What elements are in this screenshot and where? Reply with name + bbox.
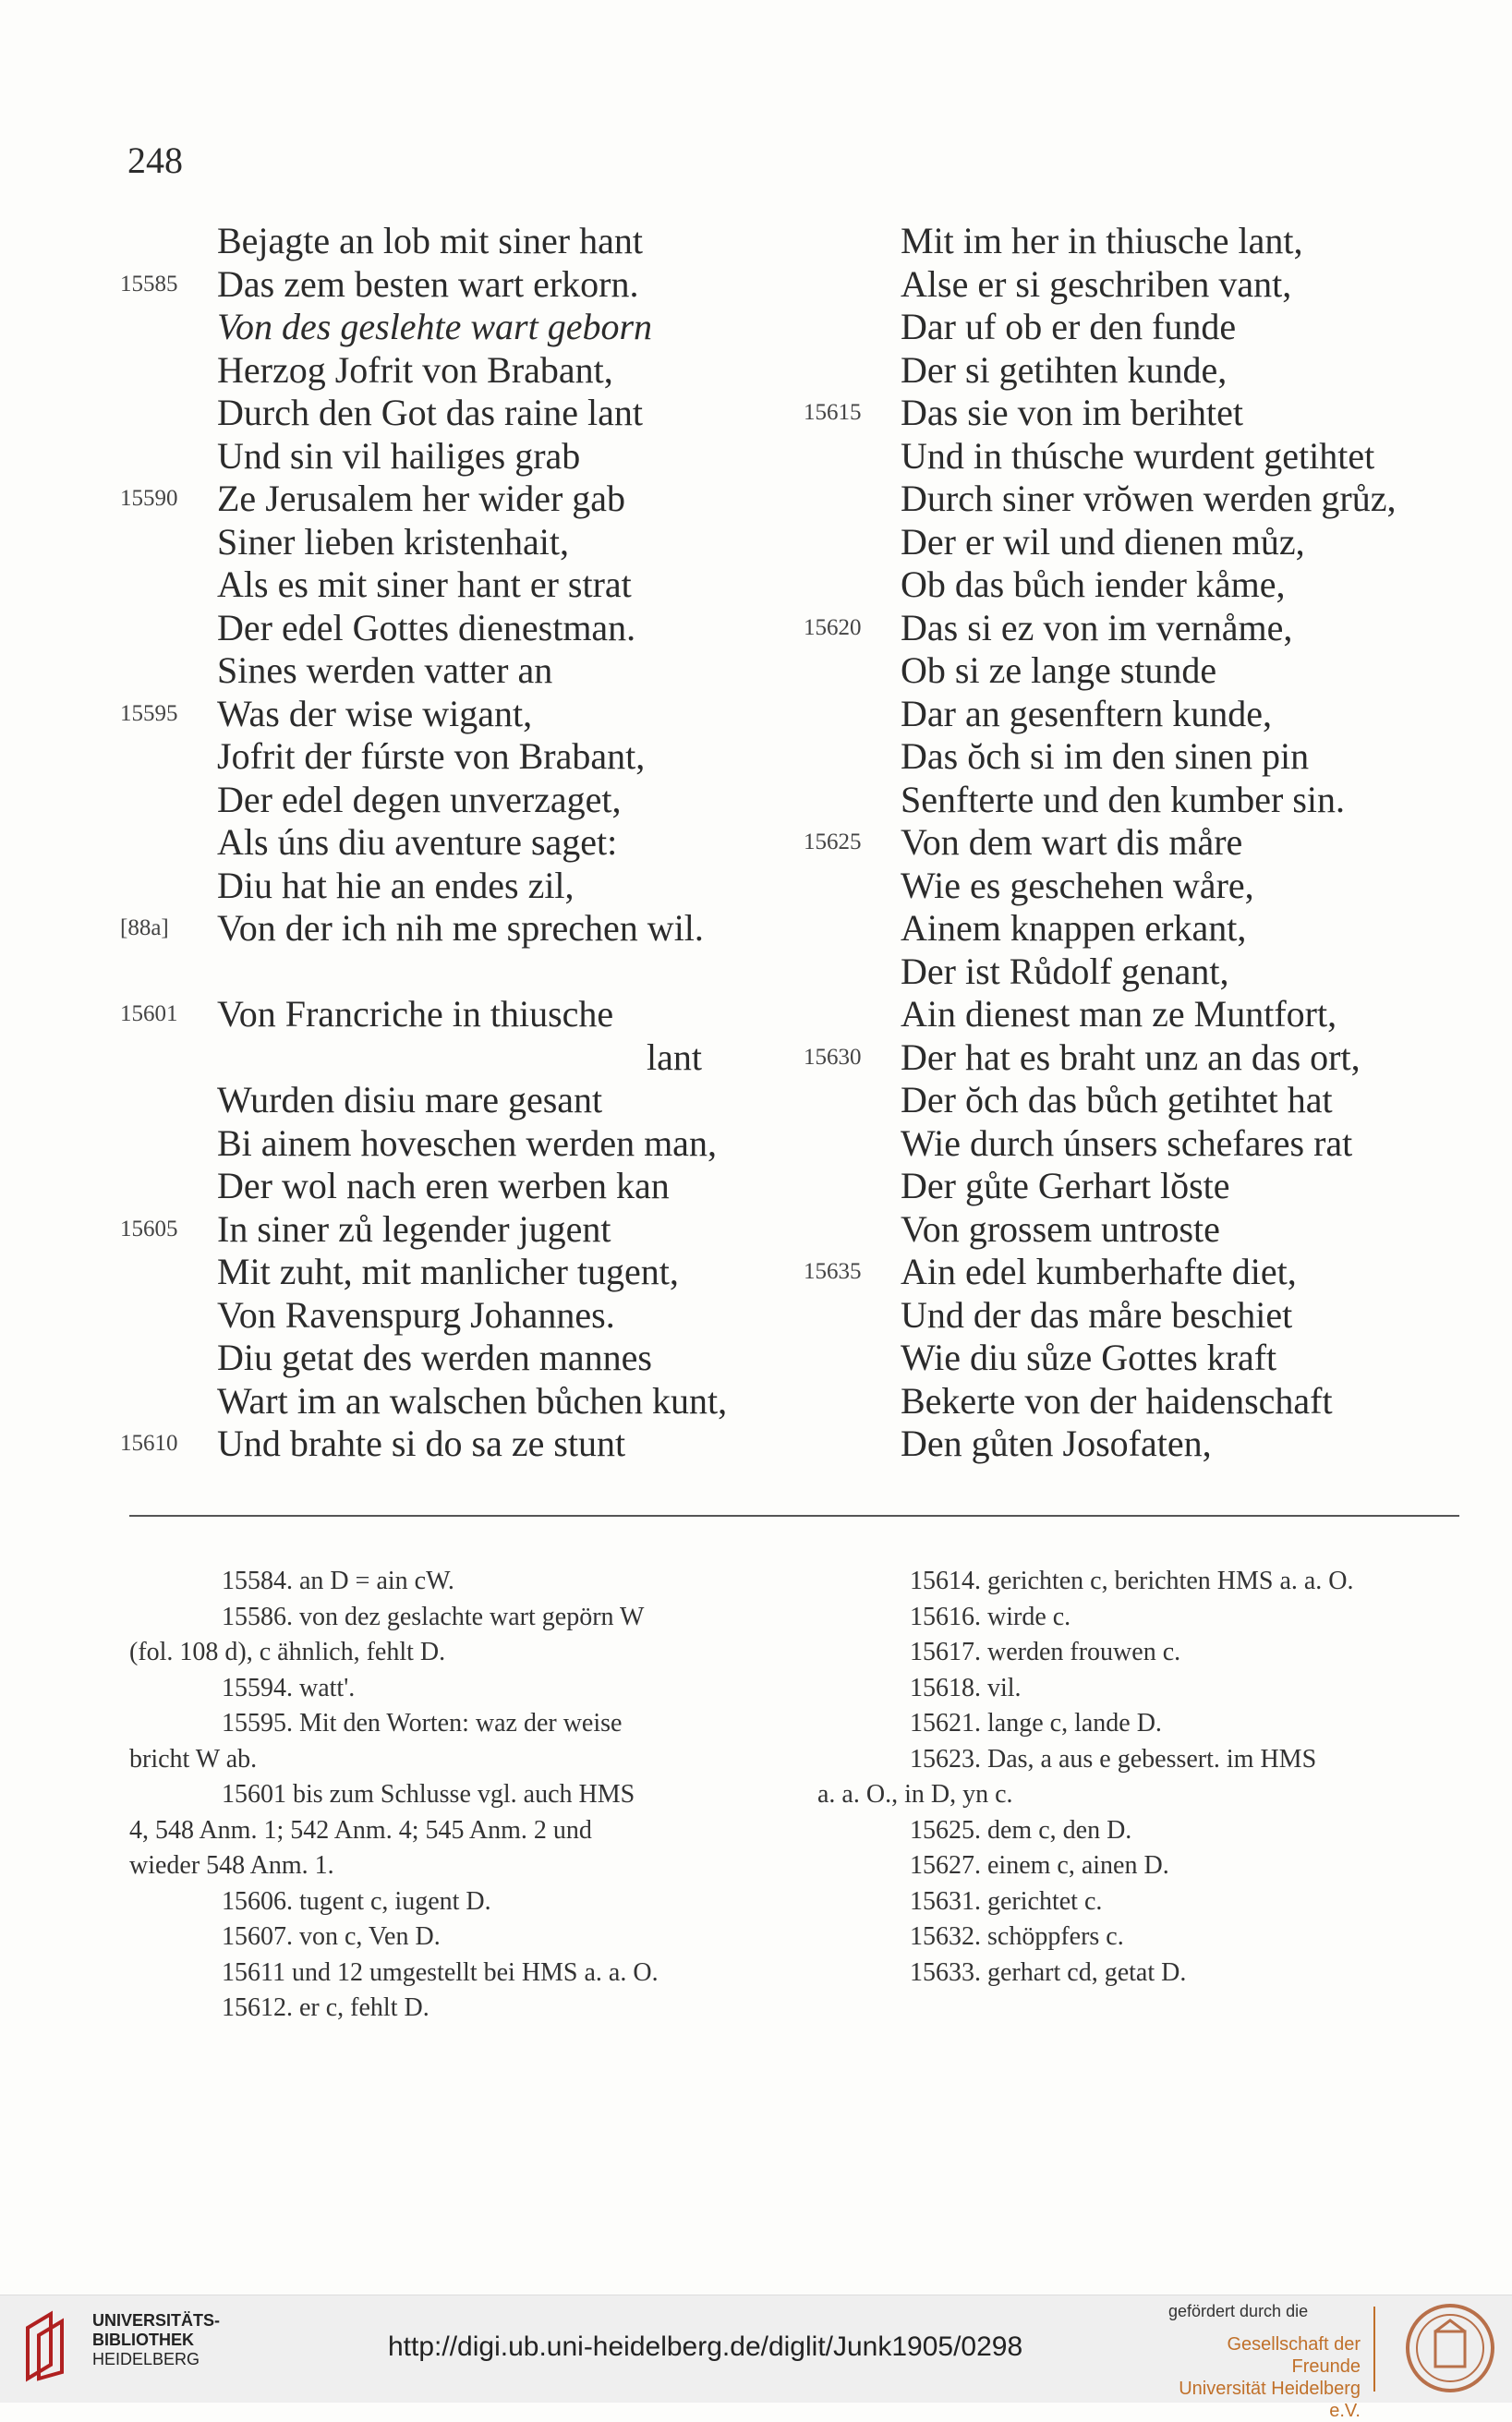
verse-text: Und brahte si do sa ze stunt bbox=[217, 1423, 626, 1464]
verse-line bbox=[804, 865, 1469, 908]
verse-text: Durch den Got das raine lant bbox=[217, 392, 643, 433]
verse-line bbox=[120, 735, 785, 779]
verse-text: Diu getat des werden mannes bbox=[217, 1337, 652, 1378]
line-number: 15630 bbox=[804, 1044, 862, 1070]
verse-text: Wie durch únsers schefares rat bbox=[901, 1121, 1353, 1164]
verse-line bbox=[120, 907, 785, 951]
line-number: 15625 bbox=[804, 830, 862, 854]
line-number: 15590 bbox=[120, 486, 178, 511]
verse-line bbox=[120, 1294, 785, 1338]
verse-line bbox=[804, 951, 1469, 994]
verse-text: Bekerte von der haidenschaft bbox=[901, 1379, 1333, 1422]
apparatus-note: 15627. einem c, ainen D. bbox=[910, 1851, 1169, 1880]
verse-text: Der hat es braht unz an das ort, bbox=[901, 1035, 1361, 1078]
apparatus-note: 15625. dem c, den D. bbox=[910, 1815, 1132, 1845]
page-number: 248 bbox=[127, 139, 183, 181]
verse-line bbox=[120, 1251, 785, 1294]
verse-line bbox=[804, 1380, 1469, 1423]
verse-line bbox=[804, 907, 1469, 951]
verse-line bbox=[120, 1079, 785, 1122]
verse-line bbox=[804, 821, 1469, 865]
verse-text: Und sin vil hailiges grab bbox=[217, 434, 581, 477]
verse-text: Als úns diu aventure saget: bbox=[217, 821, 618, 863]
verse-text: Der edel degen unverzaget, bbox=[217, 778, 622, 820]
verse-text: Von Ravenspurg Johannes. bbox=[217, 1293, 615, 1336]
verse-text: Wurden disiu mare gesant bbox=[217, 1079, 603, 1120]
verse-text: Den gůten Josofaten, bbox=[901, 1423, 1212, 1464]
verse-line bbox=[804, 563, 1469, 607]
apparatus-note: 15621. lange c, lande D. bbox=[910, 1709, 1162, 1738]
verse-text: Herzog Jofrit von Brabant, bbox=[217, 348, 613, 391]
line-number: 15615 bbox=[804, 400, 862, 425]
verse-text: Das sie von im berihtet bbox=[901, 392, 1244, 433]
verse-line bbox=[804, 779, 1469, 822]
verse-line bbox=[120, 563, 785, 607]
verse-text: Dar an gesenftern kunde, bbox=[901, 692, 1273, 734]
line-number: 15610 bbox=[120, 1431, 178, 1456]
verse-text: Der edel Gottes dienestman. bbox=[217, 606, 636, 648]
verse-column-right bbox=[804, 220, 1469, 1466]
verse-line bbox=[120, 349, 785, 393]
apparatus-note: a. a. O., in D, yn c. bbox=[817, 1780, 1013, 1809]
verse-text: lant bbox=[647, 1035, 702, 1078]
verse-line bbox=[804, 1251, 1469, 1294]
apparatus-right bbox=[817, 1564, 1473, 1991]
verse-text: Diu hat hie an endes zil, bbox=[217, 864, 575, 906]
verse-line bbox=[804, 435, 1469, 478]
verse-text: Jofrit der fúrste von Brabant, bbox=[217, 735, 646, 777]
verse-line bbox=[804, 306, 1469, 349]
verse-text: Von grossem untroste bbox=[901, 1207, 1220, 1250]
library-name bbox=[92, 2311, 220, 2369]
apparatus-note: 15594. watt'. bbox=[222, 1673, 356, 1702]
verse-text: Senfterte und den kumber sin. bbox=[901, 778, 1345, 820]
verse-text: Der ŏch das bůch getihtet hat bbox=[901, 1079, 1333, 1120]
verse-text: Wart im an walschen bůchen kunt, bbox=[217, 1379, 728, 1422]
apparatus-note: (fol. 108 d), c ähnlich, fehlt D. bbox=[129, 1638, 446, 1666]
verse-text: Das si ez von im vernåme, bbox=[901, 606, 1293, 648]
verse-line bbox=[804, 521, 1469, 564]
verse-line bbox=[120, 1122, 785, 1166]
verse-line bbox=[120, 1165, 785, 1208]
apparatus-note: 15601 bis zum Schlusse vgl. auch HMS bbox=[222, 1780, 635, 1809]
verse-text: Alse er si geschriben vant, bbox=[901, 262, 1292, 305]
verse-text: Der ist Růdolf genant, bbox=[901, 950, 1229, 992]
verse-text: Mit zuht, mit manlicher tugent, bbox=[217, 1251, 679, 1292]
library-name-line1: UNIVERSITÄTS- bbox=[92, 2311, 221, 2330]
verse-line bbox=[804, 693, 1469, 736]
apparatus-note: 15606. tugent c, iugent D. bbox=[222, 1886, 491, 1916]
line-number: 15635 bbox=[804, 1259, 862, 1284]
verse-text: Ain edel kumberhafte diet, bbox=[901, 1251, 1297, 1292]
verse-column-left bbox=[120, 220, 785, 1466]
verse-text: Ob si ze lange stunde bbox=[901, 649, 1217, 691]
library-name-line3: HEIDELBERG bbox=[92, 2350, 200, 2368]
verse-line bbox=[120, 1423, 785, 1466]
verse-line bbox=[804, 1208, 1469, 1252]
verse-text: Das ŏch si im den sinen pin bbox=[901, 735, 1310, 777]
verse-line bbox=[120, 607, 785, 650]
verse-text: Als es mit siner hant er strat bbox=[217, 563, 632, 605]
verse-text: Wie diu sůze Gottes kraft bbox=[901, 1337, 1277, 1378]
apparatus-note: 15607. von c, Ven D. bbox=[222, 1922, 441, 1951]
apparatus-note: 15633. gerhart cd, getat D. bbox=[910, 1957, 1187, 1987]
verse-text: Siner lieben kristenhait, bbox=[217, 520, 570, 563]
apparatus-note: 15617. werden frouwen c. bbox=[910, 1638, 1181, 1666]
apparatus-note: 15631. gerichtet c. bbox=[910, 1886, 1103, 1916]
verse-text: Von der ich nih me sprechen wil. bbox=[217, 907, 704, 949]
verse-text: Der wol nach eren werben kan bbox=[217, 1165, 670, 1206]
verse-line bbox=[120, 1036, 785, 1080]
verse-text: Dar uf ob er den funde bbox=[901, 306, 1237, 347]
verse-line bbox=[804, 220, 1469, 263]
verse-text: Ain dienest man ze Muntfort, bbox=[901, 993, 1337, 1035]
permalink-url[interactable]: http://digi.ub.uni-heidelberg.de/diglit/Junk1905/0298 bbox=[388, 2331, 1023, 2362]
verse-text: Von Francriche in thiusche bbox=[217, 993, 614, 1035]
verse-text: In siner zů legender jugent bbox=[217, 1207, 611, 1250]
apparatus-note: 15616. wirde c. bbox=[910, 1602, 1071, 1631]
verse-line bbox=[804, 349, 1469, 393]
footer-divider bbox=[1373, 2307, 1375, 2392]
footnote-separator bbox=[129, 1515, 1459, 1517]
verse-line bbox=[804, 1079, 1469, 1122]
verse-line bbox=[804, 1294, 1469, 1338]
verse-line bbox=[120, 951, 785, 994]
apparatus-note: 15584. an D = ain cW. bbox=[222, 1567, 454, 1595]
line-number: 15620 bbox=[804, 614, 862, 640]
verse-text: Der er wil und dienen můz, bbox=[901, 520, 1305, 563]
apparatus-note: wieder 548 Anm. 1. bbox=[129, 1851, 334, 1880]
verse-text: Wie es geschehen wåre, bbox=[901, 864, 1254, 906]
verse-line bbox=[120, 993, 785, 1036]
university-seal-icon bbox=[1404, 2302, 1496, 2394]
verse-line bbox=[120, 1380, 785, 1423]
verse-line bbox=[804, 607, 1469, 650]
verse-line bbox=[120, 1208, 785, 1252]
verse-line bbox=[120, 435, 785, 478]
verse-line bbox=[120, 821, 785, 865]
apparatus-note: 15614. gerichten c, berichten HMS a. a. O. bbox=[910, 1567, 1354, 1595]
verse-line bbox=[804, 1122, 1469, 1166]
sponsor-name-line2: Universität Heidelberg e.V. bbox=[1179, 2379, 1361, 2421]
verse-text: Der gůte Gerhart lŏste bbox=[901, 1165, 1230, 1206]
verse-text: Was der wise wigant, bbox=[217, 692, 533, 734]
verse-text: Und in thúsche wurdent getihtet bbox=[901, 434, 1375, 477]
line-number: 15601 bbox=[120, 1001, 178, 1026]
verse-line bbox=[804, 392, 1469, 435]
verse-text: Von dem wart dis måre bbox=[901, 821, 1243, 863]
verse-text: Das zem besten wart erkorn. bbox=[217, 262, 639, 305]
verse-line bbox=[120, 649, 785, 693]
apparatus-note: 15618. vil. bbox=[910, 1673, 1022, 1702]
apparatus-note: bricht W ab. bbox=[129, 1744, 258, 1774]
apparatus-note: 15595. Mit den Worten: waz der weise bbox=[222, 1709, 623, 1738]
verse-line bbox=[120, 263, 785, 307]
sponsor-name-line1: Gesellschaft der Freunde bbox=[1227, 2334, 1361, 2377]
verse-line bbox=[804, 649, 1469, 693]
verse-line bbox=[120, 1337, 785, 1380]
sponsor-name bbox=[1159, 2333, 1361, 2422]
verse-line bbox=[120, 392, 785, 435]
apparatus-note: 15611 und 12 umgestellt bei HMS a. a. O. bbox=[222, 1957, 659, 1987]
verse-text: Ze Jerusalem her wider gab bbox=[217, 478, 626, 519]
apparatus-note: 15612. er c, fehlt D. bbox=[222, 1993, 429, 2022]
verse-line bbox=[804, 735, 1469, 779]
verse-line bbox=[804, 993, 1469, 1036]
verse-line bbox=[804, 1423, 1469, 1466]
verse-line bbox=[804, 1165, 1469, 1208]
verse-text: Der si getihten kunde, bbox=[901, 348, 1228, 391]
verse-line bbox=[120, 306, 785, 349]
verse-line bbox=[120, 865, 785, 908]
verse-text: Mit im her in thiusche lant, bbox=[901, 220, 1303, 261]
verse-line bbox=[804, 263, 1469, 307]
verse-line bbox=[804, 1337, 1469, 1380]
line-number: 15595 bbox=[120, 700, 178, 726]
apparatus-left bbox=[129, 1564, 794, 2027]
apparatus-note: 15623. Das, a aus e gebessert. im HMS bbox=[910, 1744, 1317, 1774]
verse-text: Von des geslehte wart geborn bbox=[217, 306, 653, 347]
apparatus-note: 15632. schöppfers c. bbox=[910, 1922, 1124, 1951]
verse-line bbox=[120, 779, 785, 822]
verse-text: Bi ainem hoveschen werden man, bbox=[217, 1121, 717, 1164]
verse-line bbox=[120, 478, 785, 521]
line-number: 15605 bbox=[120, 1216, 178, 1241]
verse-text: Durch siner vrŏwen werden grůz, bbox=[901, 478, 1397, 519]
verse-line bbox=[804, 478, 1469, 521]
verse-text: Bejagte an lob mit siner hant bbox=[217, 220, 643, 261]
apparatus-note: 15586. von dez geslachte wart gepörn W bbox=[222, 1602, 645, 1631]
library-name-line2: BIBLIOTHEK bbox=[92, 2331, 194, 2349]
verse-text: Ob das bůch iender kåme, bbox=[901, 563, 1286, 605]
verse-line bbox=[120, 693, 785, 736]
ub-logo-icon bbox=[18, 2309, 83, 2383]
verse-line bbox=[120, 220, 785, 263]
verse-text: Ainem knappen erkant, bbox=[901, 907, 1247, 949]
line-number: [88a] bbox=[120, 915, 169, 940]
line-number: 15585 bbox=[120, 271, 178, 297]
verse-line bbox=[804, 1036, 1469, 1080]
verse-text: Sines werden vatter an bbox=[217, 649, 553, 691]
sponsor-label: gefördert durch die bbox=[1168, 2302, 1309, 2320]
verse-text: Und der das måre beschiet bbox=[901, 1293, 1293, 1336]
verse-line bbox=[120, 521, 785, 564]
apparatus-note: 4, 548 Anm. 1; 542 Anm. 4; 545 Anm. 2 und bbox=[129, 1815, 592, 1845]
